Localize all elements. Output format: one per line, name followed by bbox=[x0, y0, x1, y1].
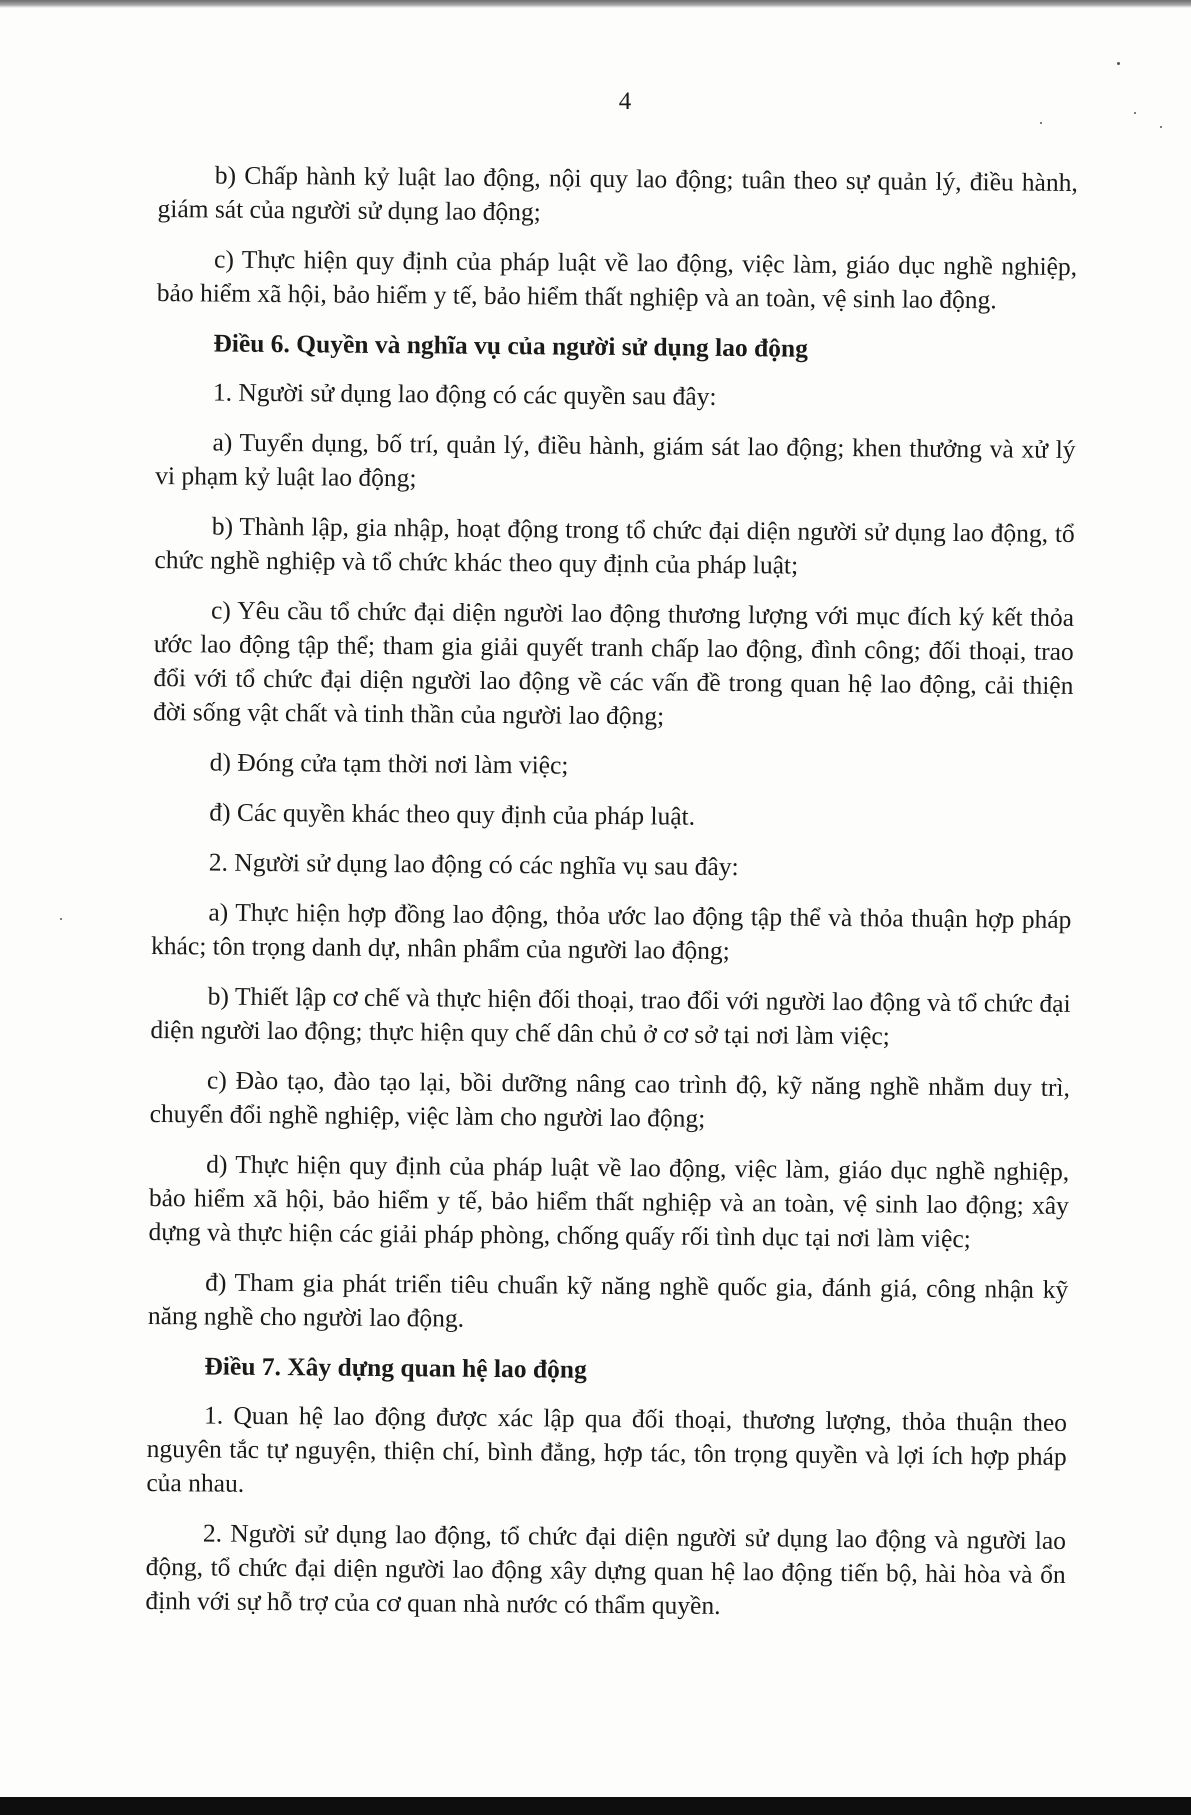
article-7-heading: Điều 7. Xây dựng quan hệ lao động bbox=[204, 1351, 587, 1384]
paragraph-right-d: d) Đóng cửa tạm thời nơi làm việc; bbox=[209, 747, 569, 780]
paragraph-right-b: b) Thành lập, gia nhập, hoạt động trong tổ chức đại diện người sử dụng lao động, tổ chức nghề nghiệp và tổ chức khác theo quy định của pháp luật; bbox=[154, 511, 1075, 580]
paragraph-right-c: c) Yêu cầu tổ chức đại diện người lao động thương lượng với mục đích ký kết thỏa ước lao động tập thể; tham gia giải quyết tranh chấp lao động, đình công; đối thoại, trao đổi với tổ chức đại diện người lao động về các vấn đề trong quan hệ lao động, cải thiện đời sống vật chất và tinh thần của người lao động; bbox=[153, 595, 1075, 731]
paragraph-duty-dd: đ) Tham gia phát triển tiêu chuẩn kỹ năng nghề quốc gia, đánh giá, công nhận kỹ năng nghề cho người lao động. bbox=[147, 1267, 1069, 1333]
page-number: 4 bbox=[618, 88, 632, 115]
scan-speck bbox=[1160, 126, 1162, 128]
paragraph-duty-a: a) Thực hiện hợp đồng lao động, thỏa ước lao động tập thể và thỏa thuận hợp pháp khác; tôn trọng danh dự, nhân phẩm của người lao động; bbox=[151, 897, 1072, 966]
paragraph-right-dd: đ) Các quyền khác theo quy định của pháp luật. bbox=[209, 797, 696, 831]
paragraph-duty-b: b) Thiết lập cơ chế và thực hiện đối thoại, trao đổi với người lao động và tổ chức đại diện người lao động; thực hiện quy chế dân chủ ở cơ sở tại nơi làm việc; bbox=[150, 981, 1071, 1051]
paragraph-obligation-b: b) Chấp hành kỷ luật lao động, nội quy lao động; tuân theo sự quản lý, điều hành, giám sát của người sử dụng lao động; bbox=[157, 160, 1078, 227]
scan-top-edge bbox=[0, 0, 1191, 8]
paragraph-obligation-c: c) Thực hiện quy định của pháp luật về lao động, việc làm, giáo dục nghề nghiệp, bảo hiểm xã hội, bảo hiểm y tế, bảo hiểm thất nghiệp và an toàn, vệ sinh lao động. bbox=[156, 244, 1078, 315]
document-body bbox=[145, 158, 1078, 1642]
scan-bottom-edge bbox=[0, 1797, 1191, 1815]
scan-speck bbox=[60, 918, 62, 920]
paragraph-article-6-clause-2: 2. Người sử dụng lao động có các nghĩa vụ sau đây: bbox=[208, 847, 739, 882]
paragraph-article-7-clause-1: 1. Quan hệ lao động được xác lập qua đối thoại, thương lượng, thỏa thuận theo nguyên tắc tự nguyện, thiện chí, bình đẳng, hợp tác, tôn trọng quyền và lợi ích hợp pháp của nhau. bbox=[146, 1400, 1068, 1498]
paragraph-article-6-clause-1: 1. Người sử dụng lao động có các quyền sau đây: bbox=[212, 377, 717, 411]
paragraph-article-7-clause-2: 2. Người sử dụng lao động, tổ chức đại diện người sử dụng lao động và người lao động, tổ chức đại diện người lao động xây dựng quan hệ lao động tiến bộ, hài hòa và ổn định với sự hỗ trợ của cơ quan nhà nước có thẩm quyền. bbox=[145, 1518, 1067, 1620]
paragraph-right-a: a) Tuyển dụng, bố trí, quản lý, điều hành, giám sát lao động; khen thưởng và xử lý vi phạm kỷ luật lao động; bbox=[155, 427, 1076, 493]
scan-speck bbox=[1117, 62, 1120, 65]
article-6-heading: Điều 6. Quyền và nghĩa vụ của người sử dụng lao động bbox=[213, 328, 809, 363]
paragraph-duty-d: d) Thực hiện quy định của pháp luật về lao động, việc làm, giáo dục nghề nghiệp, bảo hiểm xã hội, bảo hiểm y tế, bảo hiểm thất nghiệp và an toàn, vệ sinh lao động; xây dựng và thực hiện các giải pháp phòng, chống quấy rối tình dục tại nơi làm việc; bbox=[148, 1149, 1070, 1254]
paragraph-duty-c: c) Đào tạo, đào tạo lại, bồi dưỡng nâng cao trình độ, kỹ năng nghề nhằm duy trì, chuyển đổi nghề nghiệp, việc làm cho người lao động; bbox=[149, 1065, 1071, 1133]
scan-speck bbox=[1040, 122, 1042, 124]
